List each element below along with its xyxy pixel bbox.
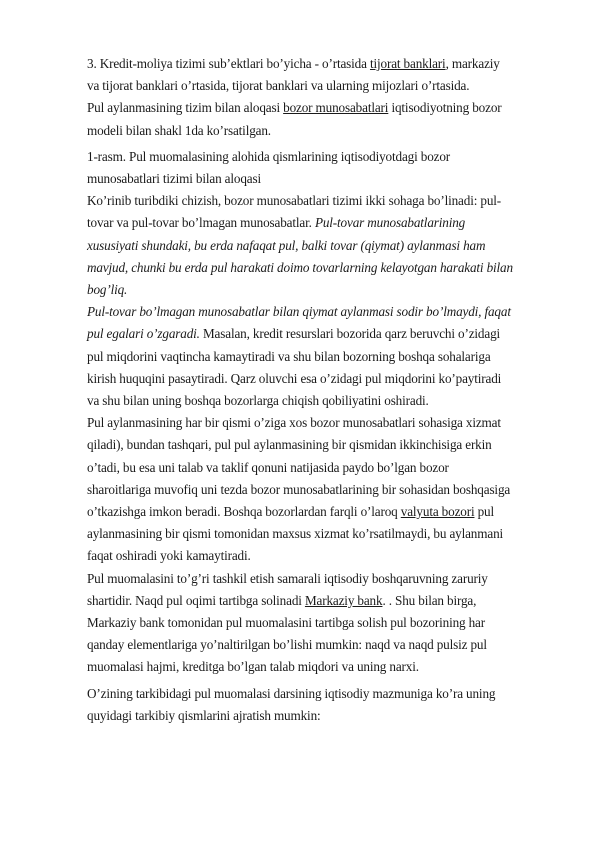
link-valyuta-bozori[interactable]: valyuta bozori (400, 504, 475, 520)
text-span: tovar va pul-tovar bo’lmagan munosabatlar. (87, 215, 315, 231)
paragraph-circulation-parts (87, 412, 552, 567)
text-line: 1-rasm. Pul muomalasining alohida qismlarining iqtisodiyotdagi bozor (87, 148, 451, 164)
text-line: O’zining tarkibidagi pul muomalasi darsining iqtisodiy mazmuniga ko’ra uning (87, 685, 496, 701)
text-line: modeli bilan shakl 1da ko’rsatilgan. (87, 122, 271, 138)
text-line: faqat oshiradi yoki kamaytiradi. (87, 548, 251, 564)
text-line: pul miqdorini vaqtincha kamaytiradi va shu bilan bozorning boshqa sohalariga (87, 348, 491, 364)
italic-line: Pul-tovar bo’lmagan munosabatlar bilan qiymat aylanmasi sodir bo’lmaydi, faqat (87, 304, 511, 320)
text-span: pul (474, 504, 495, 520)
text-line: Ko’rinib turibdiki chizish, bozor munosabatlari tizimi ikki sohaga bo’linadi: pul- (87, 193, 502, 209)
text-line: o’tadi, bu esa uni talab va taklif qonuni natijasida paydo bo’lgan bozor (87, 459, 449, 475)
paragraph-market-relations (87, 190, 552, 301)
link-bozor-munosabatlari[interactable]: bozor munosabatlari (283, 100, 389, 116)
text-line: va tijorat banklari o’rtasida, tijorat banklari va ularning mijozlari o’rtasida. (87, 78, 470, 94)
text-span: shartidir. Naqd pul oqimi tartibga solinadi (87, 592, 305, 608)
text-line: qanday elementlariga yo’naltirilgan bo’lishi mumkin: naqd va naqd pulsiz pul (87, 637, 487, 653)
paragraph-central-bank (87, 568, 552, 679)
italic-span: Pul-tovar munosabatlarining (314, 215, 466, 231)
text-line: kirish huquqini pasaytiradi. Qarz oluvchi esa o’zidagi pul miqdorini ko’paytiradi (87, 370, 502, 386)
text-span: Masalan, kredit resurslari bozorida qarz beruvchi o’zidagi (199, 326, 501, 342)
text-line: quyidagi tarkibiy qismlarini ajratish mumkin: (87, 707, 321, 723)
text-line: qiladi), bundan tashqari, pul pul aylanmasining bir qismidan ikkinchisiga erkin (87, 437, 492, 453)
text-line: munosabatlari tizimi bilan aloqasi (87, 171, 261, 187)
text-line: Pul aylanmasining har bir qismi o’ziga xos bozor munosabatlari sohasiga xizmat (87, 415, 501, 431)
document-body (87, 53, 552, 727)
text-span: o’tkazishga imkon beradi. Boshqa bozorlardan farqli o’laroq (87, 504, 401, 520)
text-line (87, 97, 552, 119)
text-span: iqtisodiyotning bozor (388, 100, 502, 116)
text-line (87, 323, 552, 345)
figure-caption (87, 146, 552, 190)
italic-line: bog’liq. (87, 282, 128, 298)
text-line: muomalasi hajmi, kreditga bo’lgan talab miqdori va uning narxi. (87, 659, 419, 675)
italic-line: mavjud, chunki bu erda pul harakati doimo tovarlarning kelayotgan harakati bilan (87, 259, 513, 275)
text-line (87, 590, 552, 612)
text-line: va shu bilan uning boshqa bozorlarga chiqish qobiliyatini oshiradi. (87, 393, 429, 409)
text-line: sharoitlariga muvofiq uni tezda bozor munosabatlarining bir sohasidan boshqasiga (87, 481, 511, 497)
text-line (87, 501, 552, 523)
italic-span: pul egalari o’zgaradi. (87, 326, 200, 342)
text-line: Markaziy bank tomonidan pul muomalasini tartibga solish pul bozorining har (87, 615, 486, 631)
italic-line: xususiyati shundaki, bu erda nafaqat pul, balki tovar (qiymat) aylanmasi ham (87, 237, 486, 253)
paragraph-credit-system (87, 53, 552, 97)
text-line: aylanmasining bir qismi tomonidan maxsus xizmat ko’rsatilmaydi, bu aylanmani (87, 526, 504, 542)
text-line (87, 53, 552, 75)
paragraph-money-circulation (87, 97, 552, 141)
text-span: 3. Kredit-moliya tizimi sub’ektlari bo’yicha - o’rtasida (87, 56, 370, 71)
text-span: , markaziy (445, 56, 500, 71)
text-span: . . Shu bilan birga, (382, 592, 477, 608)
link-tijorat-banklari[interactable]: tijorat banklari (369, 56, 446, 71)
text-span: Pul aylanmasining tizim bilan aloqasi (87, 100, 284, 116)
paragraph-non-commodity (87, 301, 552, 412)
paragraph-components (87, 683, 552, 727)
link-markaziy-bank[interactable]: Markaziy bank (304, 592, 383, 608)
text-line: Pul muomalasini to’g’ri tashkil etish samarali iqtisodiy boshqaruvning zaruriy (87, 570, 488, 586)
text-line (87, 212, 552, 234)
